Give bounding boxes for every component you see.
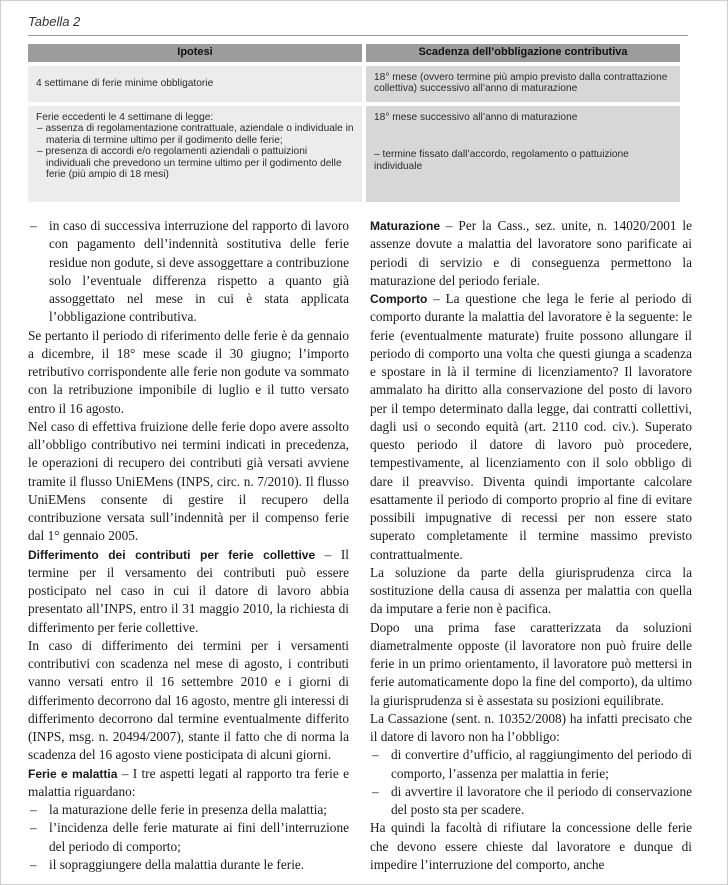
table-row: [28, 66, 680, 102]
cell-scadenza-1: 18° mese (ovvero termine più ampio previsto dalla contrattazione collettiva) successivo all’anno di maturazione: [366, 66, 680, 102]
left-column: [28, 217, 349, 874]
table-title: Tabella 2: [28, 14, 81, 29]
left-paragraph: Se pertanto il periodo di riferimento delle ferie è da gennaio a dicembre, il 18° mese scade il 30 giugno; l’importo retributivo corrispondente alle ferie non godute va sommato con la retribuzione imponibile di luglio e il tutto versato entro il 16 agosto.: [28, 327, 349, 416]
table-top-rule: [28, 35, 688, 36]
section-heading: Comporto: [370, 292, 428, 306]
cell-ipotesi-2-item-1: – assenza di regolamentazione contrattuale, aziendale o individuale in materia di termine ultimo per il godimento delle ferie;: [37, 123, 354, 146]
cell-scadenza-2: [366, 106, 680, 202]
list-item: – di convertire d’ufficio, al raggiungimento del periodo di comporto, l’assenza per malattia in ferie;: [370, 746, 692, 783]
section-heading: Ferie e malattia: [28, 766, 118, 781]
left-paragraph: [28, 546, 349, 637]
cell-ipotesi-1: 4 settimane di ferie minime obbligatorie: [28, 66, 362, 102]
list-item: – di avvertire il lavoratore che il periodo di conservazione del posto sta per scadere.: [370, 783, 692, 820]
right-column: [370, 217, 692, 874]
table-row: [28, 106, 680, 202]
right-paragraph: La soluzione da parte della giurisprudenza circa la sostituzione della causa di assenza per malattia con quella da imputare a ferie non è pacifica.: [370, 564, 692, 617]
right-paragraph: Ha quindi la facoltà di rifiutare la concessione delle ferie che devono essere chieste dal lavoratore e dunque di impedire l’interruzione del comporto, anche: [370, 820, 692, 872]
paragraph-text: – Il termine per il versamento dei contributi può essere posticipato nel caso in cui il datore di lavoro abbia presentato all’INPS, entro il 31 maggio 2010, la richiesta di differimento per ferie collettive.: [28, 546, 349, 635]
section-heading: Maturazione: [370, 219, 441, 233]
right-paragraph: [370, 217, 692, 290]
paragraph-text: – I tre aspetti legati al rapporto tra ferie e malattia riguardano:: [28, 765, 350, 799]
right-paragraph: Dopo una prima fase caratterizzata da soluzioni diametralmente opposte (il lavoratore non può fruire delle ferie in un primo orientamento, il lavoratore può mettersi in ferie automaticamente dopo la fine del comporto), da ultimo la giurisprudenza si è assestata su posizioni equilibrate.: [370, 619, 692, 708]
left-paragraph: Nel caso di effettiva fruizione delle ferie dopo avere assolto all’obbligo contributivo nei termini indicati in precedenza, le operazioni di recupero dei contributi già versati avviene tramite il flusso UniEMens (INPS, circ. n. 7/2010). Il flusso UniEMens consente di gestire il recupero della contribuzione versata sull’indennità per il compenso ferie dal 1° gennaio 2005.: [28, 418, 349, 544]
cell-scadenza-2-line-1: 18° mese successivo all’anno di maturazione: [374, 112, 578, 123]
cell-scadenza-2-line-2: – termine fissato dall’accordo, regolamento o pattuizione individuale: [374, 149, 629, 172]
list-item: – l’incidenza delle ferie maturate ai fini dell’interruzione del periodo di comporto;: [28, 819, 349, 856]
list-item: – la maturazione delle ferie in presenza della malattia;: [28, 801, 349, 819]
section-heading: Differimento dei contributi per ferie collettive: [28, 547, 316, 562]
left-paragraph: [28, 765, 349, 802]
right-paragraph: [370, 290, 692, 564]
table-2: [24, 40, 684, 206]
cell-ipotesi-2-intro: Ferie eccedenti le 4 settimane di legge:: [36, 112, 214, 123]
right-paragraph: La Cassazione (sent. n. 10352/2008) ha infatti precisato che il datore di lavoro non ha l’obbligo:: [370, 710, 692, 744]
table-header-row: [28, 44, 680, 62]
paragraph-text: – Per la Cass., sez. unite, n. 14020/2001 le assenze dovute a malattia del lavoratore sono parificate ai periodi di servizio e di conseguenza permettono la maturazione del periodo feriale.: [370, 218, 692, 288]
cell-spacer: [374, 123, 672, 149]
header-scadenza: Scadenza dell’obbligazione contributiva: [366, 44, 680, 62]
cell-ipotesi-2-item-2: – presenza di accordi e/o regolamenti aziendali o pattuizioni individuali che prevedono un termine ultimo per il godimento delle ferie (più ampio di 18 mesi): [37, 146, 342, 181]
list-item: – il sopraggiungere della malattia durante le ferie.: [28, 856, 349, 874]
paragraph-text: – La questione che lega le ferie al periodo di comporto durante la malattia del lavoratore è la seguente: le ferie (eventualmente maturate) fruite possono allungare il periodo di comporto una volta che questi giunga a scadenza e spostare in là il termine di licenziamento? Il lavoratore ammalato ha diritto alla conservazione del posto di lavoro per il tempo determinato dalla legge, dai contratti collettivi, dagli usi o secondo equità (art. 2110 cod. civ.). Superato questo periodo il datore di lavoro può procedere, tempestivamente, al licenziamento con il solo obbligo di dare il preavviso. Diventa quindi importante calcolare esattamente il periodo di comporto proprio al fine di evitare possibili impugnative di recessi per non essere stato superato completamente il termine massimo previsto contrattualmente.: [370, 291, 692, 562]
left-dash-paragraph: – in caso di successiva interruzione del rapporto di lavoro con pagamento dell’indennità sostitutiva delle ferie residue non godute, si deve assoggettare a contribuzione solo l’eventuale differenza rispetto a quanto già assoggettato nel mese in cui è stata applicata l’obbligazione contributiva.: [28, 217, 349, 327]
header-ipotesi: Ipotesi: [28, 44, 362, 62]
left-paragraph: In caso di differimento dei termini per i versamenti contributivi con scadenza nel mese di agosto, i contributi vanno versati entro il 16 settembre 2010 e i giorni di differimento decorrono dal 16 agosto, mentre gli interessi di differimento decorrono dal termine eventualmente differito (INPS, msg. n. 20494/2007), stante il fatto che di norma la scadenza del 16 agosto viene posticipata di alcuni giorni.: [28, 637, 349, 763]
cell-ipotesi-2: [28, 106, 362, 202]
